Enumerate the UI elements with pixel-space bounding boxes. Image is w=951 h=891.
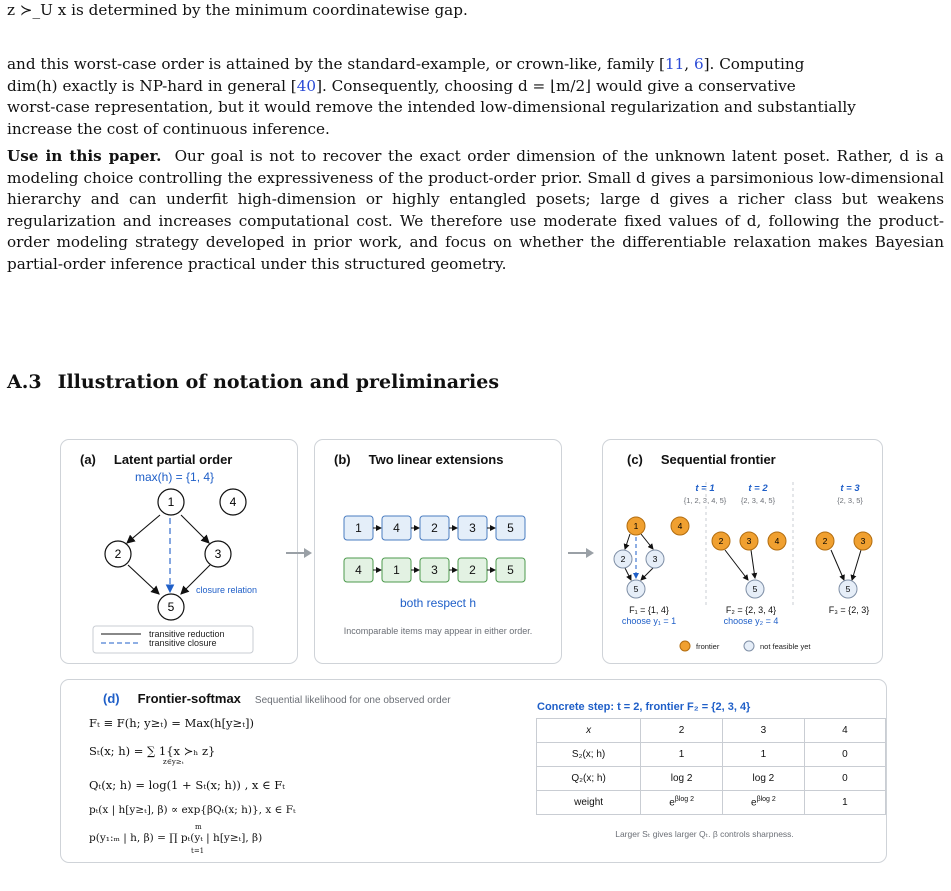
extension-1 [344, 516, 525, 540]
panel-a [60, 439, 298, 664]
formula-q: Qₜ(x; h) = log(1 + Sₜ(x; h)) , x ∈ Fₜ [89, 778, 286, 792]
weight-cell: $e^{\beta log 2}$ [641, 791, 723, 815]
table-row: weight $e^{\beta log 2}$ $e^{\beta log 2}$ 1 [537, 791, 886, 815]
node-3 [205, 541, 231, 567]
citation-6[interactable]: 6 [693, 55, 704, 73]
s1-node-1 [627, 517, 645, 535]
step-2-set: {2, 3, 4, 5} [740, 496, 776, 505]
section-heading: A.3 Illustration of notation and preliminaries [7, 371, 500, 393]
prod-bottom: t=1 [191, 847, 205, 855]
node-1 [158, 489, 184, 515]
step-3-t: t = 3 [840, 483, 860, 494]
step-3-set: {2, 3, 5} [837, 496, 863, 505]
svg-text:2: 2 [718, 536, 724, 546]
s1-node-2 [614, 550, 632, 568]
choose-1: choose y₁ = 1 [621, 616, 677, 626]
panel-d [60, 679, 887, 863]
ext2-label-5: 5 [507, 563, 514, 577]
paragraph-2 [7, 146, 944, 275]
ext2-label-4: 2 [469, 563, 476, 577]
para1-line4: increase the cost of continuous inference. [7, 119, 330, 138]
extension-2 [344, 558, 525, 582]
svg-text:3: 3 [652, 554, 658, 564]
poset-diagram [61, 440, 297, 663]
node-2-label: 2 [114, 547, 122, 561]
node-5-label: 5 [167, 600, 175, 614]
para1-line1: and this worst-case order is attained by the standard-example, or crown-like, family [11, 6]. Computing [7, 55, 805, 73]
incomparable-note: Incomparable items may appear in either order. [343, 626, 533, 636]
sum-subscript: z∈y≥ₜ [163, 758, 184, 766]
step-2-t: t = 2 [748, 483, 768, 494]
node-5 [158, 594, 184, 620]
ext1-label-3: 2 [431, 521, 438, 535]
svg-text:5: 5 [752, 584, 758, 594]
step-table [536, 718, 886, 815]
respect-text: both respect h [399, 596, 477, 610]
svg-text:1: 1 [633, 521, 639, 531]
citation-11[interactable]: 11 [664, 55, 685, 73]
s3-node-2 [816, 532, 834, 550]
step-1-t: t = 1 [695, 483, 715, 494]
s2-node-2 [712, 532, 730, 550]
formula-s: Sₜ(x; h) = ∑ 1{x ≻ₕ z} [89, 744, 216, 758]
node-1-label: 1 [167, 495, 175, 509]
legend-frontier: frontier [696, 642, 720, 651]
panel-c-title: (c) Sequential frontier [627, 452, 776, 467]
table-row: Q₂(x; h) log 2 log 2 0 [537, 767, 886, 791]
svg-text:4: 4 [677, 521, 683, 531]
ext2-label-3: 3 [431, 563, 438, 577]
svg-text:5: 5 [845, 584, 851, 594]
paragraph-1 [7, 54, 944, 140]
frontier-3: F₃ = {2, 3} [828, 605, 870, 615]
table-row: S₂(x; h) 1 1 0 [537, 743, 886, 767]
formula-p: pₜ(x | h[y≥ₜ], β) ∝ exp{βQₜ(x; h)}, x ∈ Fₜ [89, 804, 296, 816]
s3-node-3 [854, 532, 872, 550]
formula-frontier: Fₜ ≡ F(h; y≥ₜ) = Max(h[y≥ₜ]) [89, 716, 255, 730]
arrow-a-b [284, 546, 316, 560]
citation-40[interactable]: 40 [296, 76, 317, 95]
s1-node-5 [627, 580, 645, 598]
para2-text: Our goal is not to recover the exact order dimension of the unknown latent poset. Rather, d is a modeling choice controlling the expressiveness of the product-order prior. Small d gives a parsimonious low-dimensional hierarchy and can underfit high-dimension or highly entangled posets; large d gives a richer class but weakens regularization and increases computational cost. We therefore use moderate fixed values of d, following the product-order modeling strategy developed in prior work, and focus on whether the differentiable relaxation makes Bayesian partial-order inference practical under this structured geometry. [7, 147, 944, 273]
frontier-1: F₁ = {1, 4} [629, 605, 669, 615]
prod-top: m [195, 823, 202, 831]
panel-b-title: (b) Two linear extensions [334, 452, 504, 467]
ext2-label-2: 1 [393, 563, 400, 577]
panel-c [602, 439, 883, 664]
panel-b [314, 439, 562, 664]
ext1-label-4: 3 [469, 521, 476, 535]
para1-line3: worst-case representation, but it would remove the intended low-dimensional regularization and substantially [7, 98, 856, 116]
max-text: max(h) = {1, 4} [135, 470, 215, 484]
svg-text:3: 3 [746, 536, 752, 546]
frontier-2: F₂ = {2, 3, 4} [725, 605, 777, 615]
svg-text:4: 4 [774, 536, 780, 546]
s3-node-5 [839, 580, 857, 598]
s1-node-4 [671, 517, 689, 535]
s2-node-4 [768, 532, 786, 550]
panel-d-title: (d) Frontier-softmax Sequential likelihood for one observed order [103, 691, 451, 706]
legend-closure: transitive closure [149, 638, 217, 648]
formula-joint: p(y₁:ₘ | h, β) = ∏ pₜ(yₜ | h[y≥ₜ], β) [89, 832, 263, 844]
s2-node-5 [746, 580, 764, 598]
frontier-diagram [603, 440, 882, 663]
table-row: x 2 3 4 [537, 719, 886, 743]
step-title: Concrete step: t = 2, frontier F₂ = {2, 3, 4} [537, 701, 751, 713]
node-4-label: 4 [229, 495, 237, 509]
svg-text:2: 2 [620, 554, 626, 564]
svg-text:2: 2 [822, 536, 828, 546]
choose-2: choose y₂ = 4 [723, 616, 779, 626]
s2-node-3 [740, 532, 758, 550]
para2-lead: Use in this paper. [7, 147, 162, 165]
ext1-label-2: 4 [393, 521, 400, 535]
node-3-label: 3 [214, 547, 222, 561]
node-2 [105, 541, 131, 567]
panel-a-title: (a) Latent partial order [80, 452, 233, 467]
node-4 [220, 489, 246, 515]
ext1-label-1: 1 [355, 521, 362, 535]
intro-line: z ≻_U x is determined by the minimum coordinatewise gap. [7, 1, 468, 19]
ext1-label-5: 5 [507, 521, 514, 535]
svg-text:5: 5 [633, 584, 639, 594]
para1-line2: dim(h) exactly is NP-hard in general [40]. Consequently, choosing d = ⌊m/2⌋ would give a conservative [7, 76, 796, 95]
weight-cell: $e^{\beta log 2}$ [722, 791, 804, 815]
legend-reduction: transitive reduction [149, 629, 225, 639]
svg-text:3: 3 [860, 536, 866, 546]
closure-label: closure relation [196, 585, 258, 595]
step-1-set: {1, 2, 3, 4, 5} [683, 496, 727, 505]
table-note: Larger Sₜ gives larger Qₜ. β controls sharpness. [615, 829, 794, 839]
ext2-label-1: 4 [355, 563, 362, 577]
s1-node-3 [646, 550, 664, 568]
arrow-b-c [566, 546, 598, 560]
legend-not-feasible: not feasible yet [760, 642, 811, 651]
